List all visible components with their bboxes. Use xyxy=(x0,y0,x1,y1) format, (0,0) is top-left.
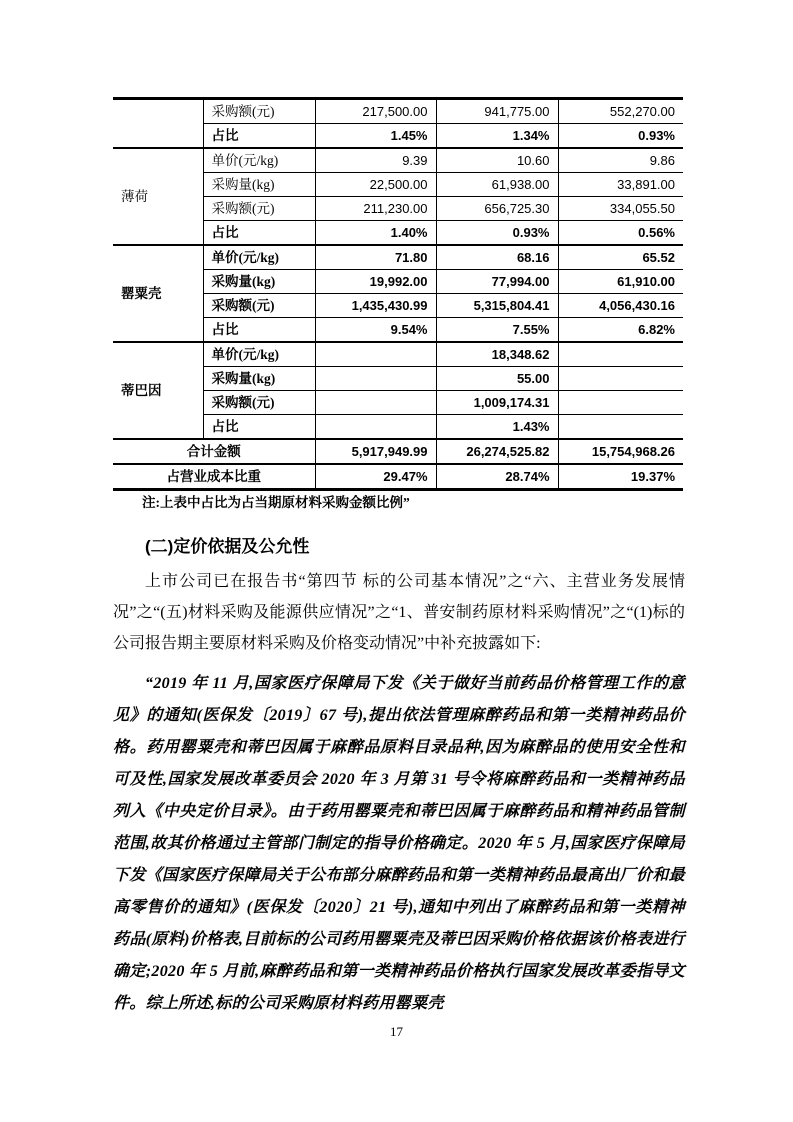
table-row xyxy=(113,245,683,270)
value-cell: 61,938.00 xyxy=(436,173,558,197)
metric-label-cell: 单价(元/kg) xyxy=(203,342,315,367)
metric-label-cell: 单价(元/kg) xyxy=(203,245,315,270)
metric-label-cell: 占比 xyxy=(203,221,315,246)
value-cell: 6.82% xyxy=(558,318,683,343)
value-cell: 19.37% xyxy=(558,464,683,490)
value-cell: 0.56% xyxy=(558,221,683,246)
item-name-cell xyxy=(113,99,203,149)
item-name-cell: 蒂巴因 xyxy=(113,342,203,439)
value-cell: 0.93% xyxy=(558,124,683,149)
value-cell: 10.60 xyxy=(436,148,558,173)
value-cell: 5,917,949.99 xyxy=(315,439,436,464)
value-cell xyxy=(558,391,683,415)
value-cell: 22,500.00 xyxy=(315,173,436,197)
value-cell: 9.86 xyxy=(558,148,683,173)
metric-label-cell: 单价(元/kg) xyxy=(203,148,315,173)
table-row xyxy=(113,99,683,124)
value-cell xyxy=(315,342,436,367)
value-cell: 9.39 xyxy=(315,148,436,173)
metric-label-cell: 采购量(kg) xyxy=(203,173,315,197)
metric-label-cell: 占比 xyxy=(203,318,315,343)
value-cell: 5,315,804.41 xyxy=(436,294,558,318)
summary-label-cell: 合计金额 xyxy=(113,439,315,464)
value-cell xyxy=(558,367,683,391)
quoted-paragraph: “2019 年 11 月,国家医疗保障局下发《关于做好当前药品价格管理工作的意见》的通知(医保发〔2019〕67 号),提出依法管理麻醉药品和第一类精神药品价格。药用罂粟壳和蒂巴因属于麻醉品原料目录品种,因为麻醉品的使用安全性和可及性,国家发展改革委员会 2020 年 3 月第 31 号令将麻醉药品和一类精神药品列入《中央定价目录》。由于药用罂粟壳和蒂巴因属于麻醉药品和精神药品管制范围,故其价格通过主管部门制定的指导价格确定。2020 年 5 月,国家医疗保障局下发《国家医疗保障局关于公布部分麻醉药品和第一类精神药品最高出厂价和最高零售价的通知》(医保发〔2020〕21 号),通知中列出了麻醉药品和第一类精神药品(原料)价格表,目前标的公司药用罂粟壳及蒂巴因采购价格依据该价格表进行确定;2020 年 5 月前,麻醉药品和第一类精神药品价格执行国家发展改革委指导文件。综上所述,标的公司采购原材料药用罂粟壳 xyxy=(113,675,685,1012)
value-cell: 1.40% xyxy=(315,221,436,246)
value-cell: 55.00 xyxy=(436,367,558,391)
value-cell: 26,274,525.82 xyxy=(436,439,558,464)
value-cell: 656,725.30 xyxy=(436,197,558,221)
metric-label-cell: 占比 xyxy=(203,124,315,149)
summary-label-cell: 占营业成本比重 xyxy=(113,464,315,490)
value-cell xyxy=(315,415,436,440)
value-cell: 1,435,430.99 xyxy=(315,294,436,318)
value-cell: 65.52 xyxy=(558,245,683,270)
value-cell: 211,230.00 xyxy=(315,197,436,221)
item-name-cell: 罂粟壳 xyxy=(113,245,203,342)
value-cell: 9.54% xyxy=(315,318,436,343)
value-cell: 68.16 xyxy=(436,245,558,270)
value-cell: 77,994.00 xyxy=(436,270,558,294)
value-cell: 1.34% xyxy=(436,124,558,149)
value-cell xyxy=(558,415,683,440)
metric-label-cell: 采购量(kg) xyxy=(203,367,315,391)
value-cell: 18,348.62 xyxy=(436,342,558,367)
table-row xyxy=(113,342,683,367)
metric-label-cell: 占比 xyxy=(203,415,315,440)
value-cell: 7.55% xyxy=(436,318,558,343)
value-cell: 334,055.50 xyxy=(558,197,683,221)
intro-paragraph: 上市公司已在报告书“第四节 标的公司基本情况”之“六、主营业务发展情况”之“(五)材料采购及能源供应情况”之“1、普安制药原材料采购情况”之“(1)标的公司报告期主要原材料采购及价格变动情况”中补充披露如下: xyxy=(113,573,685,652)
value-cell: 71.80 xyxy=(315,245,436,270)
page-number: 17 xyxy=(390,1024,403,1039)
table-summary-row xyxy=(113,464,683,490)
table-note: 注:上表中占比为占当期原材料采购金额比例” xyxy=(142,495,410,510)
value-cell: 217,500.00 xyxy=(315,99,436,124)
value-cell: 1.43% xyxy=(436,415,558,440)
value-cell: 19,992.00 xyxy=(315,270,436,294)
value-cell: 0.93% xyxy=(436,221,558,246)
value-cell: 4,056,430.16 xyxy=(558,294,683,318)
value-cell: 28.74% xyxy=(436,464,558,490)
value-cell xyxy=(315,367,436,391)
value-cell xyxy=(558,342,683,367)
metric-label-cell: 采购额(元) xyxy=(203,99,315,124)
section-heading: (二)定价依据及公允性 xyxy=(145,537,310,556)
item-name-cell: 薄荷 xyxy=(113,148,203,245)
table-summary-row xyxy=(113,439,683,464)
value-cell: 552,270.00 xyxy=(558,99,683,124)
value-cell: 61,910.00 xyxy=(558,270,683,294)
value-cell: 1,009,174.31 xyxy=(436,391,558,415)
procurement-table xyxy=(113,97,683,491)
metric-label-cell: 采购量(kg) xyxy=(203,270,315,294)
value-cell: 941,775.00 xyxy=(436,99,558,124)
metric-label-cell: 采购额(元) xyxy=(203,197,315,221)
value-cell: 15,754,968.26 xyxy=(558,439,683,464)
metric-label-cell: 采购额(元) xyxy=(203,294,315,318)
table-row xyxy=(113,148,683,173)
value-cell: 1.45% xyxy=(315,124,436,149)
value-cell xyxy=(315,391,436,415)
value-cell: 29.47% xyxy=(315,464,436,490)
value-cell: 33,891.00 xyxy=(558,173,683,197)
metric-label-cell: 采购额(元) xyxy=(203,391,315,415)
